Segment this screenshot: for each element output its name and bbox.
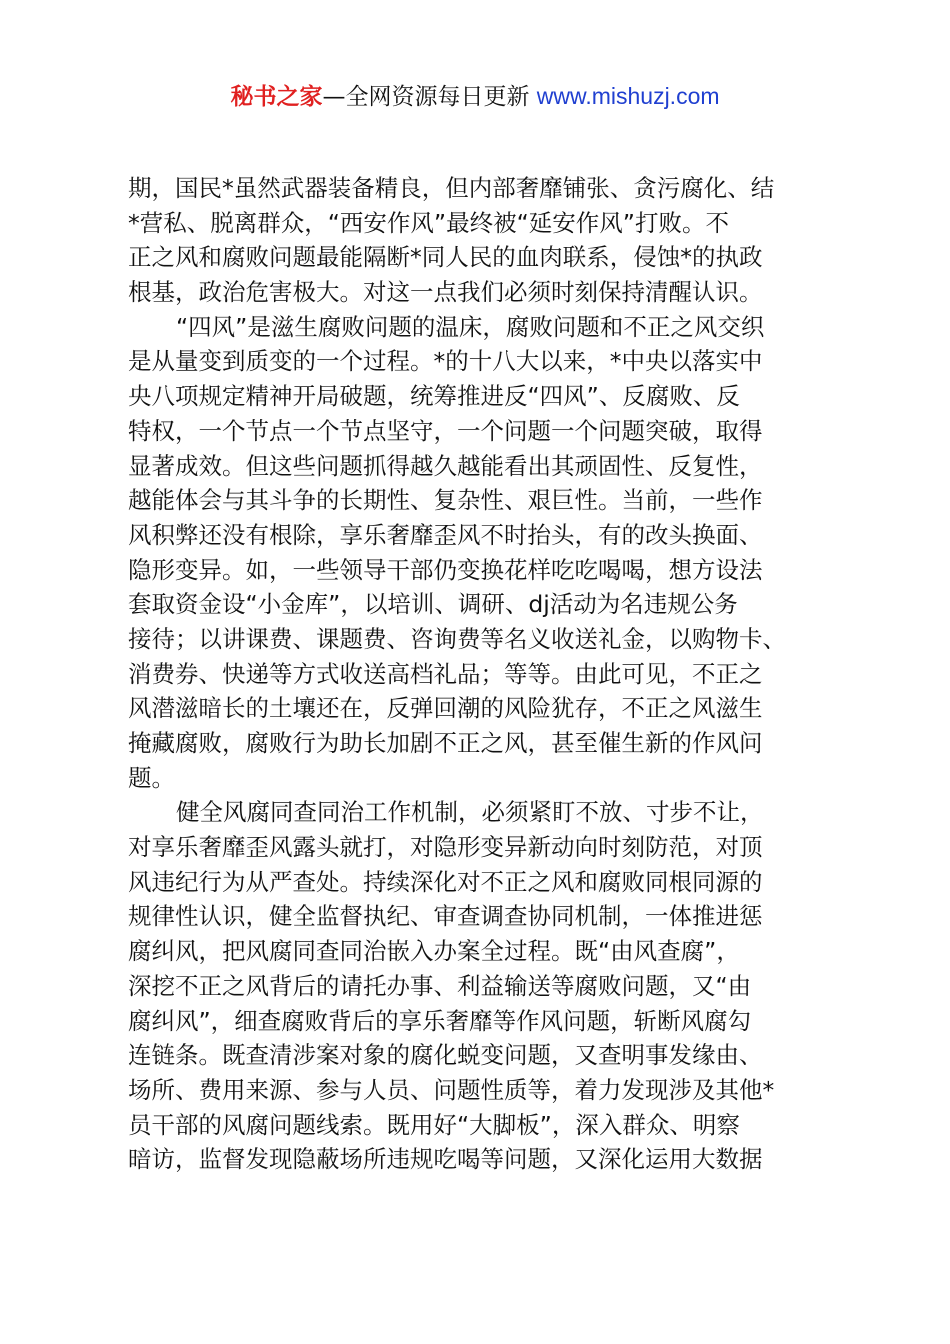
text-line: 风潜滋暗长的土壤还在，反弹回潮的风险犹存，不正之风滋生 (128, 694, 763, 723)
text-line: 央八项规定精神开局破题，统筹推进反“四风”、反腐败、反 (128, 382, 740, 411)
text-line: 是从量变到质变的一个过程。*的十八大以来，*中央以落实中 (128, 347, 763, 376)
text-line: 风积弊还没有根除，享乐奢靡歪风不时抬头，有的改头换面、 (128, 520, 763, 549)
text-line: 根基，政治危害极大。对这一点我们必须时刻保持清醒认识。 (128, 278, 763, 307)
text-line: 连链条。既查清涉案对象的腐化蜕变问题，又查明事发缘由、 (128, 1041, 763, 1070)
text-line: 接待；以讲课费、课题费、咨询费等名义收送礼金，以购物卡、 (128, 624, 786, 653)
text-line: 深挖不正之风背后的请托办事、利益输送等腐败问题，又“由 (128, 971, 752, 1000)
text-line: 隐形变异。如，一些领导干部仍变换花样吃吃喝喝，想方设法 (128, 555, 763, 584)
text-line: 风违纪行为从严查处。持续深化对不正之风和腐败同根同源的 (128, 867, 763, 896)
text-line: 正之风和腐败问题最能隔断*同人民的血肉联系，侵蚀*的执政 (128, 243, 763, 272)
text-line: 显著成效。但这些问题抓得越久越能看出其顽固性、反复性， (128, 451, 763, 480)
site-url-link[interactable]: www.mishuzj.com (536, 83, 720, 109)
text-line: 场所、费用来源、参与人员、问题性质等，着力发现涉及其他* (128, 1075, 775, 1104)
text-line: 越能体会与其斗争的长期性、复杂性、艰巨性。当前，一些作 (128, 486, 763, 515)
page-header (0, 80, 950, 113)
text-line: 规律性认识，健全监督执纪、审查调查协同机制，一体推进惩 (128, 902, 763, 931)
text-line: 特权，一个节点一个节点坚守，一个问题一个问题突破，取得 (128, 416, 763, 445)
text-line: 暗访，监督发现隐蔽场所违规吃喝等问题，又深化运用大数据 (128, 1145, 763, 1174)
text-line: 套取资金设“小金库”，以培训、调研、dj活动为名违规公务 (128, 590, 738, 619)
header-tagline: —全网资源每日更新 (322, 84, 537, 110)
text-line: 掩藏腐败，腐败行为助长加剧不正之风，甚至催生新的作风问 (128, 729, 763, 757)
text-line: 腐纠风，把风腐同查同治嵌入办案全过程。既“由风查腐”， (128, 937, 740, 966)
paragraph-first-line: “四风”是滋生腐败问题的温床，腐败问题和不正之风交织 (176, 312, 765, 341)
text-line: 员干部的风腐问题线索。既用好“大脚板”，深入群众、明察 (128, 1110, 740, 1139)
text-line: 腐纠风”，细查腐败背后的享乐奢靡等作风问题，斩断风腐勾 (128, 1006, 752, 1035)
text-line: *营私、脱离群众，“西安作风”最终被“延安作风”打败。不 (128, 208, 729, 237)
document-body (128, 171, 848, 1177)
text-line: 题。 (128, 763, 175, 792)
text-line: 消费券、快递等方式收送高档礼品；等等。由此可见，不正之 (128, 659, 763, 688)
text-line: 对享乐奢靡歪风露头就打，对隐形变异新动向时刻防范，对顶 (128, 833, 763, 862)
brand-name: 秘书之家 (230, 84, 323, 110)
paragraph-first-line: 健全风腐同查同治工作机制，必须紧盯不放、寸步不让， (176, 798, 764, 827)
text-line: 期，国民*虽然武器装备精良，但内部奢靡铺张、贪污腐化、结 (128, 174, 775, 202)
